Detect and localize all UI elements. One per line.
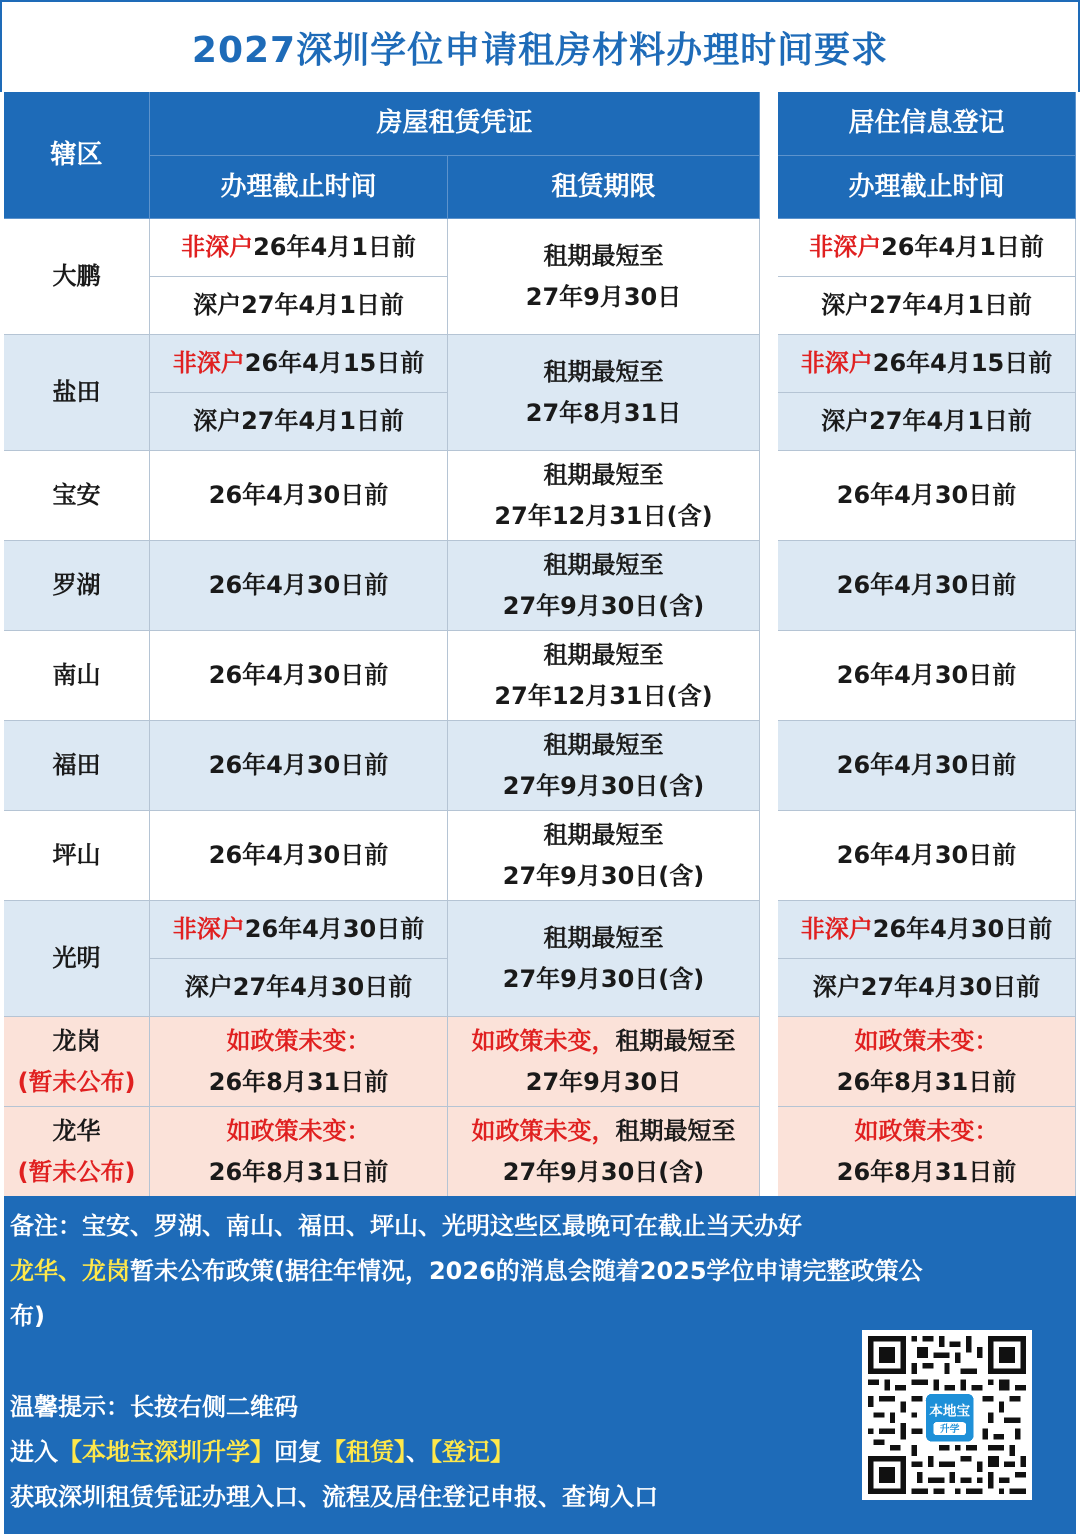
term-line2: 27年9月30日(含) bbox=[502, 861, 705, 890]
note-line2 bbox=[10, 1249, 1070, 1294]
nonlocal-label: 非深户 bbox=[800, 914, 873, 943]
term-line2: 27年9月30日 bbox=[525, 282, 682, 311]
rent-deadline-baoan: 26年4月30日前 bbox=[150, 451, 448, 541]
lease-term-yantian bbox=[448, 335, 760, 451]
policy-note: 如政策未变： bbox=[854, 1116, 999, 1145]
rent-nonlocal-guangming bbox=[150, 901, 448, 959]
policy-note: 如政策未变： bbox=[226, 1116, 371, 1145]
district-guangming: 光明 bbox=[4, 901, 150, 1017]
term-line1: 租期最短至 bbox=[543, 550, 664, 579]
district-longgang bbox=[4, 1017, 150, 1107]
district-futian: 福田 bbox=[4, 721, 150, 811]
district-pingshan: 坪山 bbox=[4, 811, 150, 901]
deadline-date: 26年4月1日前 bbox=[253, 232, 416, 261]
schedule-table bbox=[4, 92, 1076, 1196]
deadline-date: 26年4月15日前 bbox=[872, 348, 1053, 377]
res-deadline-luohu: 26年4月30日前 bbox=[778, 541, 1076, 631]
deadline-date: 26年8月31日前 bbox=[208, 1157, 389, 1186]
district-baoan: 宝安 bbox=[4, 451, 150, 541]
rent-deadline-nanshan: 26年4月30日前 bbox=[150, 631, 448, 721]
term-line2: 27年9月30日(含) bbox=[502, 1157, 705, 1186]
lease-term-nanshan bbox=[448, 631, 760, 721]
lease-term-luohu bbox=[448, 541, 760, 631]
rent-deadline-longgang bbox=[150, 1017, 448, 1107]
term-line2: 27年12月31日(含) bbox=[494, 681, 713, 710]
term-line1: 租期最短至 bbox=[543, 820, 664, 849]
district-yantian: 盐田 bbox=[4, 335, 150, 451]
page-title: 2027深圳学位申请租房材料办理时间要求 bbox=[0, 0, 1080, 92]
res-local-dapeng: 深户27年4月1日前 bbox=[778, 277, 1076, 335]
district-nanshan: 南山 bbox=[4, 631, 150, 721]
note-highlight: 龙华、龙岗 bbox=[10, 1257, 130, 1285]
header-rental-group: 房屋租赁凭证 bbox=[150, 92, 760, 156]
nonlocal-label: 非深户 bbox=[181, 232, 254, 261]
rent-local-guangming: 深户27年4月30日前 bbox=[150, 959, 448, 1017]
rent-deadline-futian: 26年4月30日前 bbox=[150, 721, 448, 811]
term-line2: 27年9月30日(含) bbox=[502, 771, 705, 800]
header-residence-deadline: 办理截止时间 bbox=[778, 156, 1076, 219]
column-gap bbox=[760, 92, 778, 219]
term-line1 bbox=[472, 1111, 736, 1152]
note-line1: 备注：宝安、罗湖、南山、福田、坪山、光明这些区最晚可在截止当天办好 bbox=[10, 1212, 802, 1240]
column-gap bbox=[760, 219, 778, 1197]
res-local-yantian: 深户27年4月1日前 bbox=[778, 393, 1076, 451]
account-name: 【本地宝深圳升学】 bbox=[58, 1438, 274, 1466]
enter-prefix: 进入 bbox=[10, 1438, 58, 1466]
qr-logo-subtext: 升学 bbox=[939, 1423, 960, 1435]
policy-note: 如政策未变： bbox=[226, 1026, 371, 1055]
header-district: 辖区 bbox=[4, 92, 150, 219]
term-line2: 27年9月30日(含) bbox=[502, 964, 705, 993]
res-nonlocal-yantian bbox=[778, 335, 1076, 393]
res-deadline-futian: 26年4月30日前 bbox=[778, 721, 1076, 811]
keyword-register: 【登记】 bbox=[430, 1438, 514, 1466]
lease-term-longgang bbox=[448, 1017, 760, 1107]
res-deadline-baoan: 26年4月30日前 bbox=[778, 451, 1076, 541]
rent-local-dapeng: 深户27年4月1日前 bbox=[150, 277, 448, 335]
nonlocal-label: 非深户 bbox=[809, 232, 882, 261]
policy-note: 如政策未变， bbox=[471, 1026, 616, 1055]
rent-deadline-luohu: 26年4月30日前 bbox=[150, 541, 448, 631]
rent-nonlocal-yantian bbox=[150, 335, 448, 393]
term-line2: 27年9月30日 bbox=[525, 1067, 682, 1096]
district-name: 龙华 bbox=[52, 1116, 101, 1145]
term-rest: 租期最短至 bbox=[615, 1116, 736, 1145]
rent-local-yantian: 深户27年4月1日前 bbox=[150, 393, 448, 451]
deadline-date: 26年4月15日前 bbox=[244, 348, 425, 377]
district-name: 龙岗 bbox=[52, 1026, 101, 1055]
term-line2: 27年12月31日(含) bbox=[494, 501, 713, 530]
district-dapeng: 大鹏 bbox=[4, 219, 150, 335]
res-deadline-longgang bbox=[778, 1017, 1076, 1107]
term-line1: 租期最短至 bbox=[543, 460, 664, 489]
lease-term-dapeng bbox=[448, 219, 760, 335]
deadline-date: 26年4月30日前 bbox=[872, 914, 1053, 943]
res-deadline-pingshan: 26年4月30日前 bbox=[778, 811, 1076, 901]
lease-term-futian bbox=[448, 721, 760, 811]
keyword-rent: 【租赁】 bbox=[322, 1438, 406, 1466]
district-luohu: 罗湖 bbox=[4, 541, 150, 631]
term-rest: 租期最短至 bbox=[615, 1026, 736, 1055]
rent-deadline-pingshan: 26年4月30日前 bbox=[150, 811, 448, 901]
rent-deadline-longhua bbox=[150, 1107, 448, 1197]
deadline-date: 26年8月31日前 bbox=[208, 1067, 389, 1096]
nonlocal-label: 非深户 bbox=[172, 348, 245, 377]
reply-label: 回复 bbox=[274, 1438, 322, 1466]
term-line1: 租期最短至 bbox=[543, 923, 664, 952]
last-line: 获取深圳租赁凭证办理入口、流程及居住登记申报、查询入口 bbox=[10, 1483, 658, 1511]
district-note: (暂未公布) bbox=[17, 1157, 136, 1186]
nonlocal-label: 非深户 bbox=[172, 914, 245, 943]
term-line1: 租期最短至 bbox=[543, 241, 664, 270]
header-residence-group: 居住信息登记 bbox=[778, 92, 1076, 156]
res-deadline-nanshan: 26年4月30日前 bbox=[778, 631, 1076, 721]
tip-line: 温馨提示：长按右侧二维码 bbox=[10, 1393, 298, 1421]
header-rental-deadline: 办理截止时间 bbox=[150, 156, 448, 219]
district-note: (暂未公布) bbox=[17, 1067, 136, 1096]
deadline-date: 26年4月1日前 bbox=[881, 232, 1044, 261]
qr-logo-text: 本地宝 bbox=[929, 1403, 971, 1420]
res-local-guangming: 深户27年4月30日前 bbox=[778, 959, 1076, 1017]
keyword-separator: 、 bbox=[406, 1438, 430, 1466]
qr-code[interactable] bbox=[862, 1330, 1032, 1500]
term-line1: 租期最短至 bbox=[543, 357, 664, 386]
term-line1: 租期最短至 bbox=[543, 730, 664, 759]
res-nonlocal-dapeng bbox=[778, 219, 1076, 277]
deadline-date: 26年4月30日前 bbox=[244, 914, 425, 943]
term-line2: 27年8月31日 bbox=[525, 398, 682, 427]
lease-term-longhua bbox=[448, 1107, 760, 1197]
district-longhua bbox=[4, 1107, 150, 1197]
lease-term-baoan bbox=[448, 451, 760, 541]
rent-nonlocal-dapeng bbox=[150, 219, 448, 277]
term-line1 bbox=[472, 1021, 736, 1062]
lease-term-guangming bbox=[448, 901, 760, 1017]
term-line2: 27年9月30日(含) bbox=[502, 591, 705, 620]
term-line1: 租期最短至 bbox=[543, 640, 664, 669]
res-nonlocal-guangming bbox=[778, 901, 1076, 959]
header-lease-term: 租赁期限 bbox=[448, 156, 760, 219]
note-line3: 布) bbox=[10, 1302, 45, 1330]
lease-term-pingshan bbox=[448, 811, 760, 901]
nonlocal-label: 非深户 bbox=[800, 348, 873, 377]
qr-code-icon bbox=[868, 1336, 1026, 1494]
deadline-date: 26年8月31日前 bbox=[836, 1067, 1017, 1096]
policy-note: 如政策未变： bbox=[854, 1026, 999, 1055]
note-rest: 暂未公布政策(据往年情况，2026的消息会随着2025学位申请完整政策公 bbox=[130, 1257, 923, 1285]
policy-note: 如政策未变， bbox=[471, 1116, 616, 1145]
res-deadline-longhua bbox=[778, 1107, 1076, 1197]
deadline-date: 26年8月31日前 bbox=[836, 1157, 1017, 1186]
